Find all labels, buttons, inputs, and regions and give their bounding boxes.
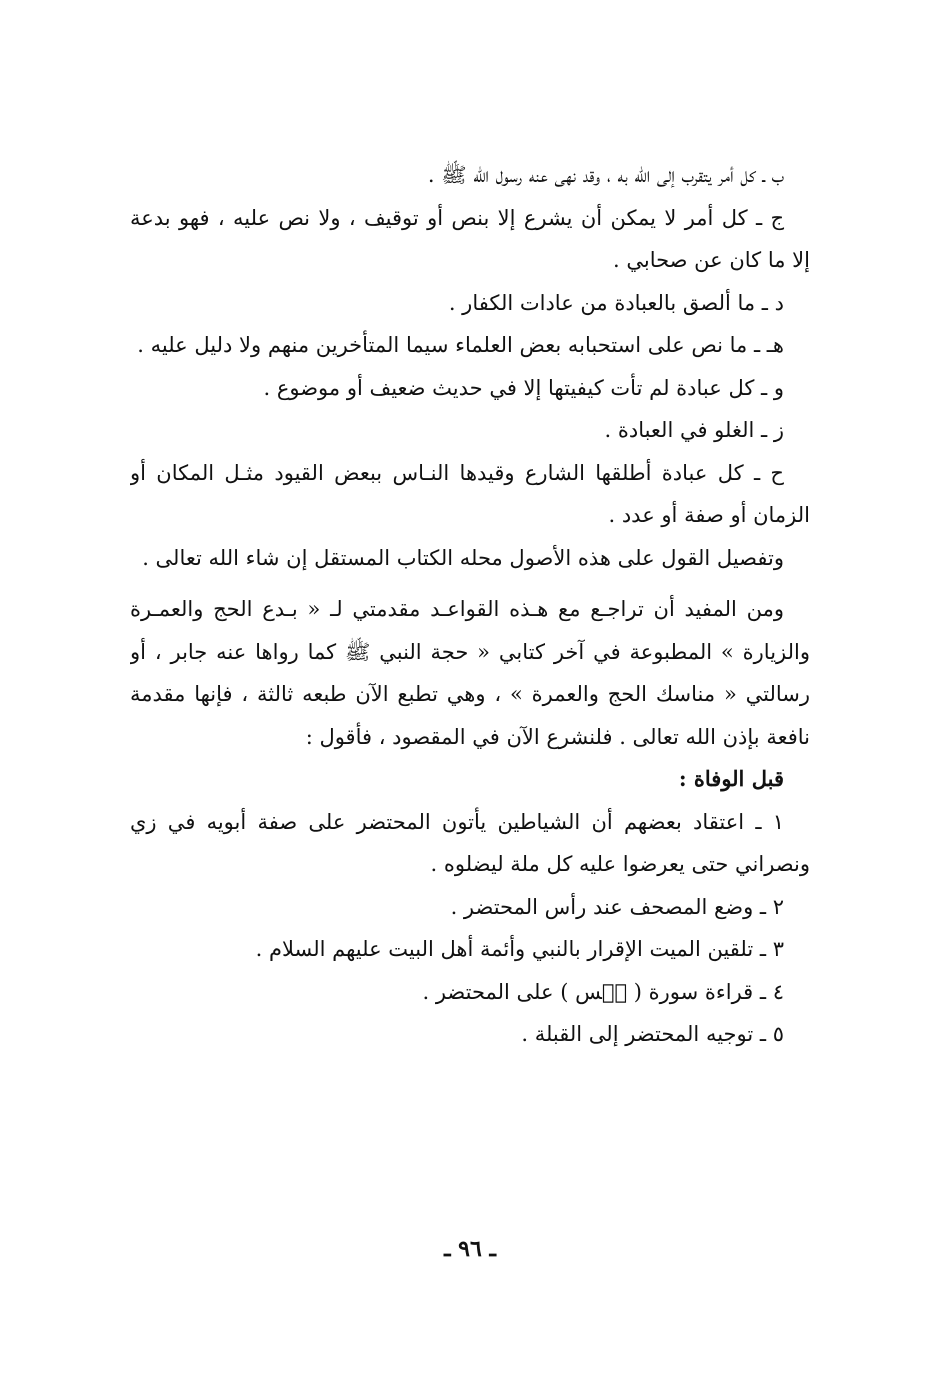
list-item-ha-line2: الزمان أو صفة أو عدد . (608, 503, 810, 527)
numbered-item-3: ٣ ـ تلقين الميت الإقرار بالنبي وأئمة أهل البيت عليهم السلام . (255, 937, 784, 961)
paragraph-line-4: نافعة بإذن الله تعالى . فلنشرع الآن في المقصود ، فأقول : (305, 724, 810, 749)
numbered-item-4: ٤ ـ قراءة سورة ( يۤس ) على المحتضر . (422, 979, 784, 1004)
numbered-item-1-line1: ١ ـ اعتقاد بعضهم أن الشياطين يأتون المحتضر على صفة أبويه في زي (130, 809, 784, 834)
numbered-item-5: ٥ ـ توجيه المحتضر إلى القبلة . (521, 1022, 784, 1046)
body-text (130, 154, 810, 1056)
paragraph-line-2: والزيارة » المطبوعة في آخر كتابي « حجة النبي ﷺ كما رواها عنه جابر ، أو (130, 639, 810, 664)
list-item-z: ز ـ الغلو في العبادة . (604, 418, 784, 442)
numbered-item-2: ٢ ـ وضع المصحف عند رأس المحتضر . (450, 894, 784, 919)
list-item-ha-line1: ح ـ كل عبادة أطلقها الشارع وقيدها النـاس ببعض القيود مثـل المكان أو (130, 460, 784, 485)
list-item-j-line1: ج ـ كل أمر لا يمكن أن يشرع إلا بنص أو توقيف ، ولا نص عليه ، فهو بدعة (130, 205, 784, 230)
numbered-item-1-line2: ونصراني حتى يعرضوا عليه كل ملة ليضلوه . (430, 852, 810, 876)
paragraph-line-3: رسالتي « مناسك الحج والعمرة » ، وهي تطبع الآن طبعه ثالثة ، فإنها مقدمة (130, 682, 810, 706)
list-item-b: ب ـ كل أمر يتقرب إلى الله به ، وقد نهى عنه رسول الله ﷺ . (427, 163, 784, 187)
list-item-w: و ـ كل عبادة لم تأت كيفيتها إلا في حديث ضعيف أو موضوع . (263, 375, 784, 400)
paragraph-line-1: ومن المفيد أن تراجـع مع هـذه القواعـد مقدمتي لـ « بـدع الحج والعمـرة (130, 597, 784, 621)
list-item-j-line2: إلا ما كان عن صحابي . (613, 248, 810, 272)
list-item-d: د ـ ما ألصق بالعبادة من عادات الكفار . (448, 290, 784, 315)
paragraph-gap (130, 579, 810, 588)
section-heading: قبل الوفاة : (678, 766, 784, 791)
closing-sentence: وتفصيل القول على هذه الأصول محله الكتاب المستقل إن شاء الله تعالى . (142, 545, 784, 570)
page-number: ـ ٩٦ ـ (444, 1236, 496, 1262)
list-item-h: هـ ـ ما نص على استحبابه بعض العلماء سيما المتأخرين منهم ولا دليل عليه . (137, 333, 784, 357)
